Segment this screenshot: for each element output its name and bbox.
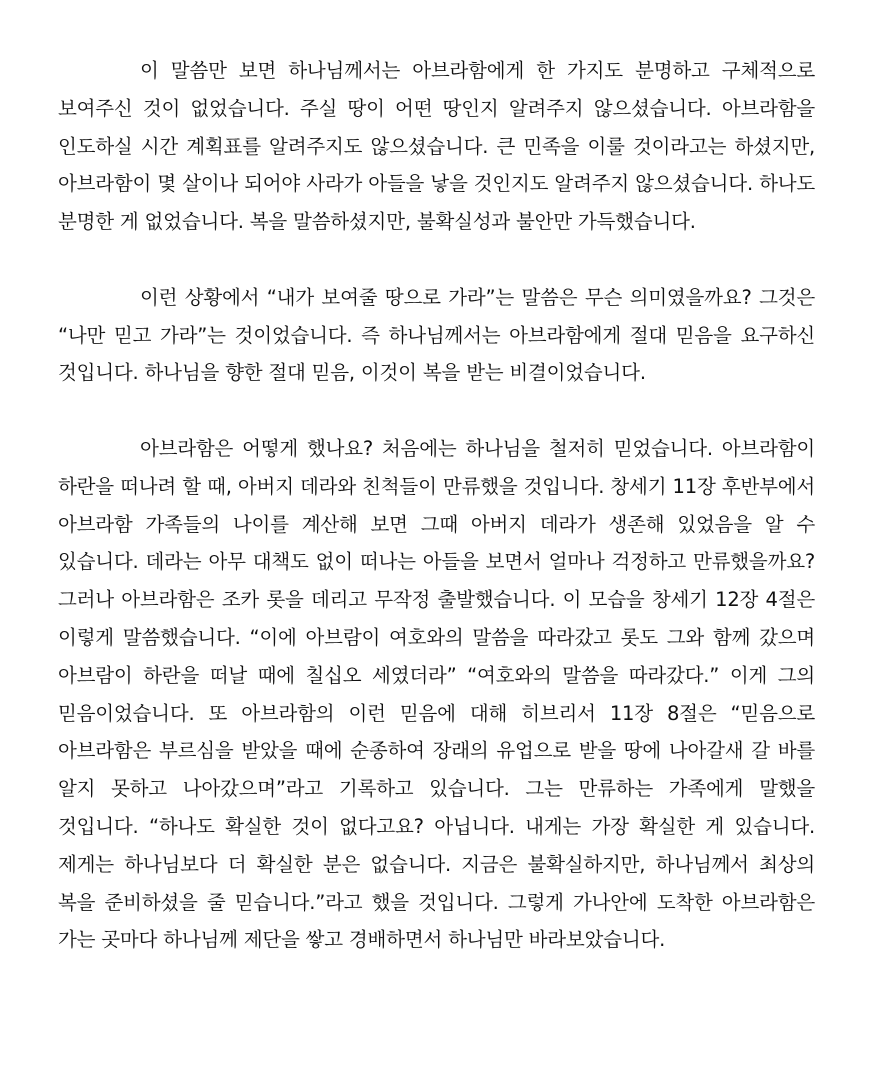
paragraph-2: 이런 상황에서 “내가 보여줄 땅으로 가라”는 말씀은 무슨 의미였을까요? 그것은 “나만 믿고 가라”는 것이었습니다. 즉 하나님께서는 아브라함에게 절대 믿음을 요구하신 것입니다. 하나님을 향한 절대 믿음, 이것이 복을 받는 비결이었습니다. xyxy=(58,285,815,385)
paragraph-3: 아브라함은 어떻게 했나요? 처음에는 하나님을 철저히 믿었습니다. 아브라함이 하란을 떠나려 할 때, 아버지 데라와 친척들이 만류했을 것입니다. 창세기 11장 후반부에서 아브라함 가족들의 나이를 계산해 보면 그때 아버지 데라가 생존해 있었음을 알 수 있습니다. 데라는 아무 대책도 없이 떠나는 아들을 보면서 얼마나 걱정하고 만류했을까요? 그러나 아브라함은 조카 롯을 데리고 무작정 출발했습니다. 이 모습을 창세기 12장 4절은 이렇게 말씀했습니다. “이에 아브람이 여호와의 말씀을 따라갔고 롯도 그와 함께 갔으며 아브람이 하란을 떠날 때에 칠십오 세였더라” “여호와의 말씀을 따라갔다.” 이게 그의 믿음이었습니다. 또 아브라함의 이런 믿음에 대해 히브리서 11장 8절은 “믿음으로 아브라함은 부르심을 받았을 때에 순종하여 장래의 유업으로 받을 땅에 나아갈새 갈 바를 알지 못하고 나아갔으며”라고 기록하고 있습니다. 그는 만류하는 가족에게 말했을 것입니다. “하나도 확실한 것이 없다고요? 아닙니다. 내게는 가장 확실한 게 있습니다. 제게는 하나님보다 더 확실한 분은 없습니다. 지금은 불확실하지만, 하나님께서 최상의 복을 준비하셨을 줄 믿습니다.”라고 했을 것입니다. 그렇게 가나안에 도착한 아브라함은 가는 곳마다 하나님께 제단을 쌓고 경배하면서 하나님만 바라보았습니다. xyxy=(58,436,815,952)
paragraph-1: 이 말씀만 보면 하나님께서는 아브라함에게 한 가지도 분명하고 구체적으로 보여주신 것이 없었습니다. 주실 땅이 어떤 땅인지 알려주지 않으셨습니다. 아브라함을 인도하실 시간 계획표를 알려주지도 않으셨습니다. 큰 민족을 이룰 것이라고는 하셨지만, 아브라함이 몇 살이나 되어야 사라가 아들을 낳을 것인지도 알려주지 않으셨습니다. 하나도 분명한 게 없었습니다. 복을 말씀하셨지만, 불확실성과 불안만 가득했습니다. xyxy=(58,59,815,234)
